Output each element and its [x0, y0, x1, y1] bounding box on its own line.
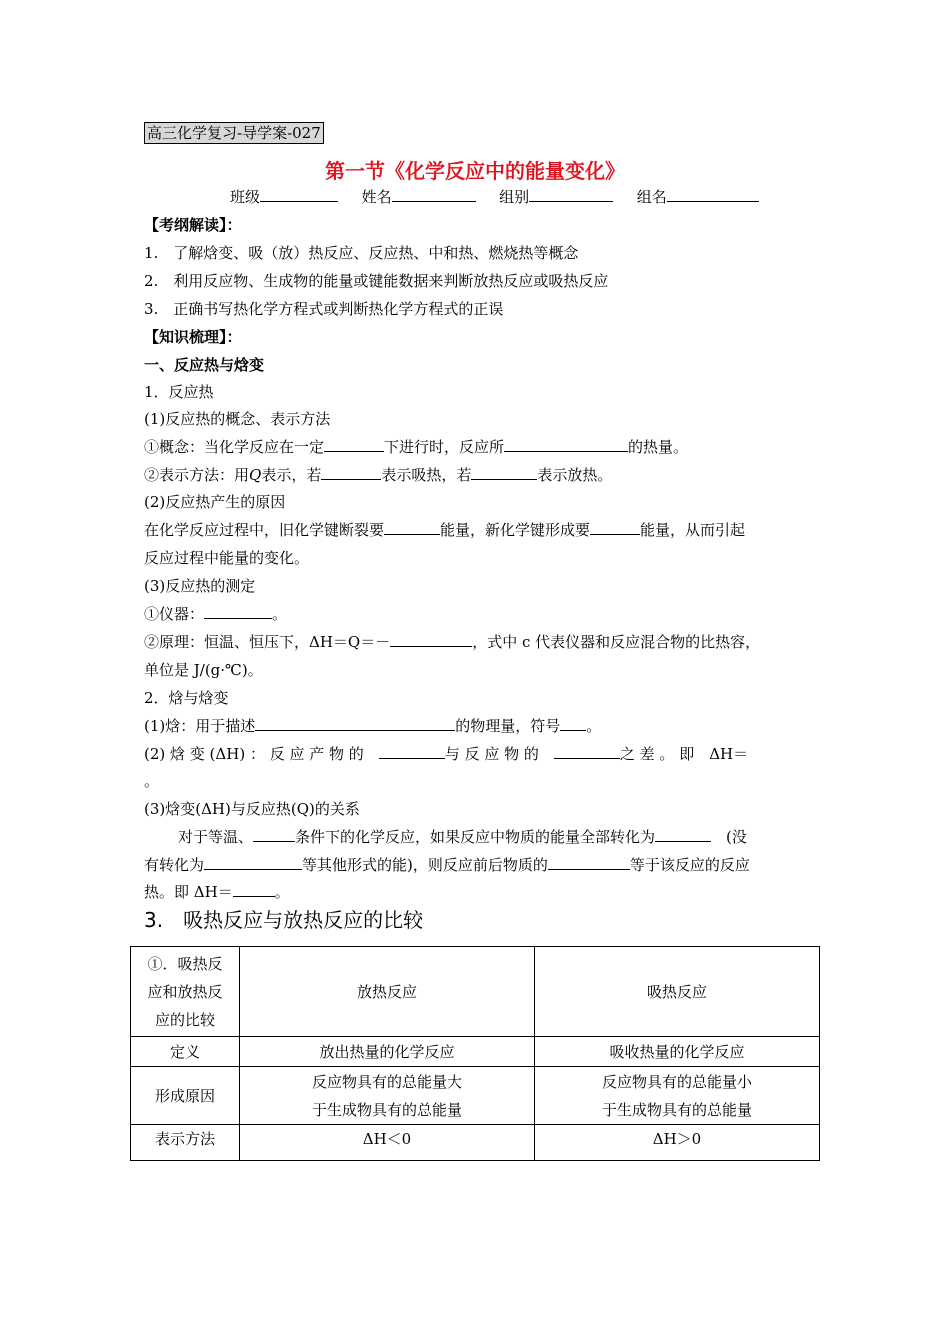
blank — [655, 827, 711, 842]
table-row — [131, 1037, 820, 1067]
field-groupname-blank — [667, 187, 759, 202]
blank — [390, 632, 472, 647]
rel-text-c: (没 — [726, 828, 747, 846]
dh-text-b: 与 反 应 物 的 — [444, 745, 539, 763]
blank — [253, 827, 295, 842]
blank — [204, 604, 272, 619]
subsection-2: 2．焓与焓变 — [144, 689, 229, 707]
cell-endothermic — [535, 1067, 820, 1125]
blank — [384, 520, 440, 535]
repr-text-d: 表示放热。 — [537, 466, 613, 484]
syllabus-item-1: 1. 了解焓变、吸（放）热反应、反应热、中和热、燃烧热等概念 — [144, 244, 579, 262]
comparison-table — [130, 946, 820, 1161]
document-tag: 高三化学复习-导学案-027 — [144, 122, 324, 144]
instrument-text: ①仪器： — [144, 605, 205, 623]
dh-text-a: (2) 焓 变 (ΔH) ： 反 应 产 物 的 — [144, 745, 364, 763]
corner-line-2: 应和放热反 — [147, 982, 223, 1001]
field-group-label: 组别 — [499, 188, 530, 206]
concept-text-b: 下进行时，反应所 — [384, 438, 505, 456]
field-groupname-label: 组名 — [636, 188, 667, 206]
corner-line-3: 应的比较 — [154, 1010, 215, 1029]
relation-line-3 — [144, 882, 290, 902]
repr-text-a: ②表示方法：用 — [144, 466, 250, 484]
cause-line-2: 反应过程中能量的变化。 — [144, 549, 310, 567]
subsection-1-2: (2)反应热产生的原因 — [144, 493, 286, 511]
subsection-1-3: (3)反应热的测定 — [144, 577, 256, 595]
blank — [255, 716, 455, 731]
enthalpy-text-b: 的物理量，符号 — [455, 717, 561, 735]
principle-line-2: 单位是 J/(g·℃)。 — [144, 661, 263, 679]
dh-text-c: 之 差 。 即 ΔH＝ — [619, 745, 749, 763]
row-label: 定义 — [131, 1037, 240, 1067]
syllabus-item-2: 2. 利用反应物、生成物的能量或键能数据来判断放热反应或吸热反应 — [144, 272, 609, 290]
concept-line — [144, 437, 688, 457]
rel-text-g: 热。即 ΔH＝ — [144, 883, 233, 901]
enthalpy-line — [144, 716, 601, 736]
cell-exothermic: 放出热量的化学反应 — [240, 1037, 535, 1067]
principle-line — [144, 632, 760, 652]
repr-text-b: 表示，若 — [261, 466, 322, 484]
repr-text-c: 表示吸热，若 — [381, 466, 472, 484]
row-label: 表示方法 — [131, 1125, 240, 1161]
cell-exothermic — [240, 1067, 535, 1125]
header-exothermic: 放热反应 — [240, 947, 535, 1037]
blank — [324, 437, 384, 452]
cell-endothermic: ΔH＞0 — [535, 1125, 820, 1161]
enthalpy-change-end: 。 — [144, 772, 160, 790]
field-group-blank — [529, 187, 613, 202]
table-row — [131, 1125, 820, 1161]
knowledge-heading: 【知识梳理】： — [144, 328, 242, 346]
cell-line: 于生成物具有的总能量 — [601, 1100, 752, 1119]
table-corner-cell — [131, 947, 240, 1037]
blank — [471, 465, 537, 480]
syllabus-heading: 【考纲解读】： — [144, 216, 242, 234]
concept-text-a: ①概念：当化学反应在一定 — [144, 438, 325, 456]
blank — [548, 855, 630, 870]
rel-text-b: 条件下的化学反应，如果反应中物质的能量全部转化为 — [295, 828, 656, 846]
header-endothermic: 吸热反应 — [535, 947, 820, 1037]
field-name-label: 姓名 — [361, 188, 392, 206]
cell-endothermic: 吸收热量的化学反应 — [535, 1037, 820, 1067]
cause-text-a: 在化学反应过程中，旧化学键断裂要 — [144, 521, 385, 539]
concept-text-c: 的热量。 — [628, 438, 689, 456]
field-class-label: 班级 — [230, 188, 261, 206]
subsection-3: 3. 吸热反应与放热反应的比较 — [144, 908, 424, 932]
field-class-blank — [260, 187, 338, 202]
syllabus-item-3: 3. 正确书写热化学方程式或判断热化学方程式的正误 — [144, 300, 504, 318]
subsection-1: 1．反应热 — [144, 383, 214, 401]
blank — [321, 465, 381, 480]
page-title: 第一节《化学反应中的能量变化》 — [325, 159, 625, 183]
principle-text-b: ，式中 c 代表仪器和反应混合物的比热容， — [472, 633, 761, 651]
rel-text-h: 。 — [274, 883, 290, 901]
instrument-line — [144, 604, 287, 624]
rel-text-a: 对于等温、 — [178, 828, 254, 846]
rel-text-e: 等其他形式的能)，则反应前后物质的 — [302, 856, 548, 874]
relation-heading: (3)焓变(ΔH)与反应热(Q)的关系 — [144, 800, 360, 818]
subsection-1-1: (1)反应热的概念、表示方法 — [144, 410, 331, 428]
enthalpy-text-c: 。 — [586, 717, 602, 735]
enthalpy-change-line — [144, 744, 748, 764]
relation-line-2 — [144, 855, 750, 875]
cell-exothermic: ΔH＜0 — [240, 1125, 535, 1161]
blank — [560, 716, 586, 731]
enthalpy-text-a: (1)焓：用于描述 — [144, 717, 256, 735]
table-header-row — [131, 947, 820, 1037]
relation-line-1 — [178, 827, 747, 847]
blank — [379, 744, 445, 759]
rel-text-d: 有转化为 — [144, 856, 205, 874]
info-fields — [230, 186, 759, 207]
principle-text-a: ②原理：恒温、恒压下，ΔH＝Q＝－ — [144, 633, 391, 651]
row-label: 形成原因 — [131, 1067, 240, 1125]
blank — [554, 744, 620, 759]
blank — [233, 882, 275, 897]
instrument-end: 。 — [272, 605, 288, 623]
section-1-title: 一、反应热与焓变 — [144, 356, 265, 374]
cause-text-c: 能量，从而引起 — [640, 521, 746, 539]
rel-text-f: 等于该反应的反应 — [629, 856, 750, 874]
field-name-blank — [392, 187, 476, 202]
corner-line-1: ①．吸热反 — [147, 954, 223, 973]
cell-line: 反应物具有的总能量小 — [601, 1072, 752, 1091]
repr-symbol: Q — [249, 466, 262, 484]
representation-line — [144, 465, 612, 485]
blank — [204, 855, 302, 870]
cause-line — [144, 520, 745, 540]
cause-text-b: 能量，新化学键形成要 — [440, 521, 591, 539]
cell-line: 反应物具有的总能量大 — [311, 1072, 462, 1091]
blank — [504, 437, 628, 452]
cell-line: 于生成物具有的总能量 — [311, 1100, 462, 1119]
table-row — [131, 1067, 820, 1125]
blank — [590, 520, 640, 535]
